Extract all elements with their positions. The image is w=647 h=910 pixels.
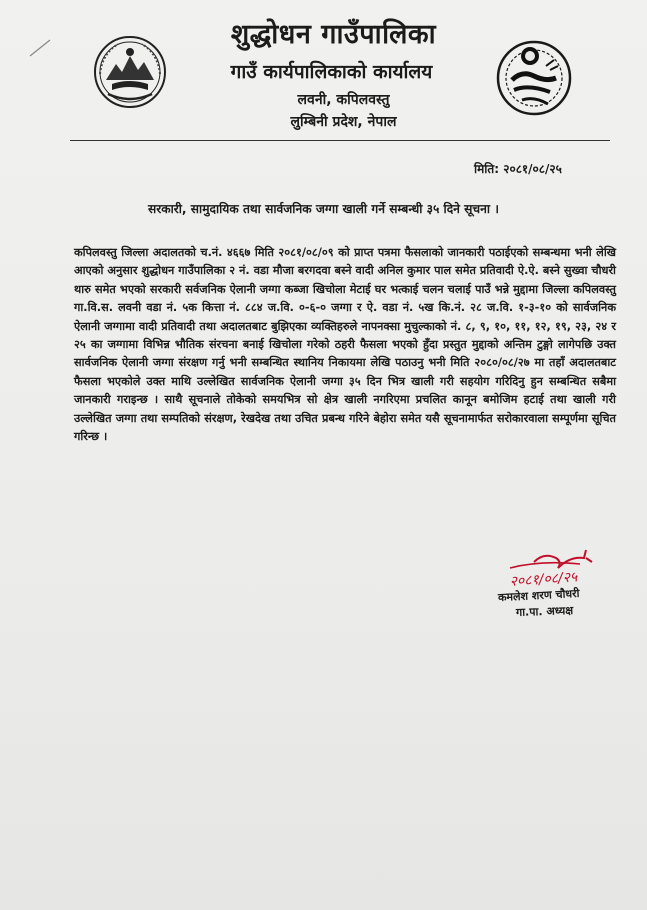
header-divider bbox=[70, 140, 610, 141]
signature-date: २०८१/०८/२५ bbox=[509, 569, 578, 590]
signatory-title: गा.पा. अध्यक्ष bbox=[515, 604, 574, 619]
notice-body: कपिलवस्तु जिल्ला अदालतको च.नं. ४६६७ मिति २०८१/०८/०९ को प्राप्त पत्रमा फैसलाको जानकारी पठाईएको सम्बन्धमा भनी लेखि आएको अनुसार शुद्धोधन गाउँपालिका २ नं. वडा मौजा बरगदवा बस्ने वादी अनिल कुमार पाल समेत प्रतिवादी ऐ.ऐ. बस्ने सुख्वा चौधरी थारु समेत भएको सरकारी सर्वजनिक ऐलानी जग्गा कब्जा खिचोला मेटाई घर भत्काई चलन चलाई पाउँ भन्ने मुद्दामा जिल्ला कपिलवस्तु गा.वि.स. लवनी वडा नं. ५क कित्ता नं. ८८४ ज.वि. ०-६-० जग्गा र ऐ. वडा नं. ५ख कि.नं. २८ ज.वि. १-३-१० को सार्वजनिक ऐलानी जग्गामा वादी प्रतिवादी तथा अदालतबाट बुझिएका व्यक्तिहरुले नापनक्सा मुचुल्काको नं. ८, ९, १०, ११, १२, १९, २३, २४ र २५ का जग्गामा विभिन्न भौतिक संरचना बनाई खिचोला गरेको ठहरी फैसला भएको हुँदा प्रस्तुत मुद्दाको अन्तिम टुङ्गो लागेपछि उक्त सार्वजनिक ऐलानी जग्गा संरक्षण गर्नु भनी सम्बन्धित स्थानिय निकायमा लेखि पठाउनु भनी मिति २०८०/०८/२७ मा तहाँ अदालतबाट फैसला भएकोले उक्त माथि उल्लेखित सार्वजनिक ऐलानी जग्गा ३५ दिन भित्र खाली गरी सहयोग गरिदिनु हुन सम्बन्धित सबैमा जानकारी गराइन्छ । साथै सूचनाले तोकेको समयभित्र सो क्षेत्र खाली नगरिएमा प्रचलित कानून बमोजिम हटाई तथा खाली गरी उल्लेखित जग्गा तथा सम्पतिको संरक्षण, रेखदेख तथा उचित प्रबन्ध गरिने बेहोरा समेत यसै सूचनामार्फत सरोकारवाला सम्पूर्णमा सूचित गरिन्छ । bbox=[74, 246, 616, 444]
office-name: गाउँ कार्यपालिकाको कार्यालय bbox=[230, 61, 433, 83]
address-line-2: लुम्बिनी प्रदेश, नेपाल bbox=[290, 114, 397, 130]
signatory-name: कमलेश शरण चौधरी bbox=[497, 586, 580, 605]
address-line-1: लवनी, कपिलवस्तु bbox=[297, 92, 390, 108]
notice-date: मिति: २०८१/०८/२५ bbox=[474, 162, 562, 176]
notice-subject: सरकारी, सामुदायिक तथा सार्वजनिक जग्गा खाली गर्ने सम्बन्धी ३५ दिने सूचना । bbox=[148, 202, 499, 216]
municipality-name: शुद्धोधन गाउँपालिका bbox=[230, 19, 437, 50]
